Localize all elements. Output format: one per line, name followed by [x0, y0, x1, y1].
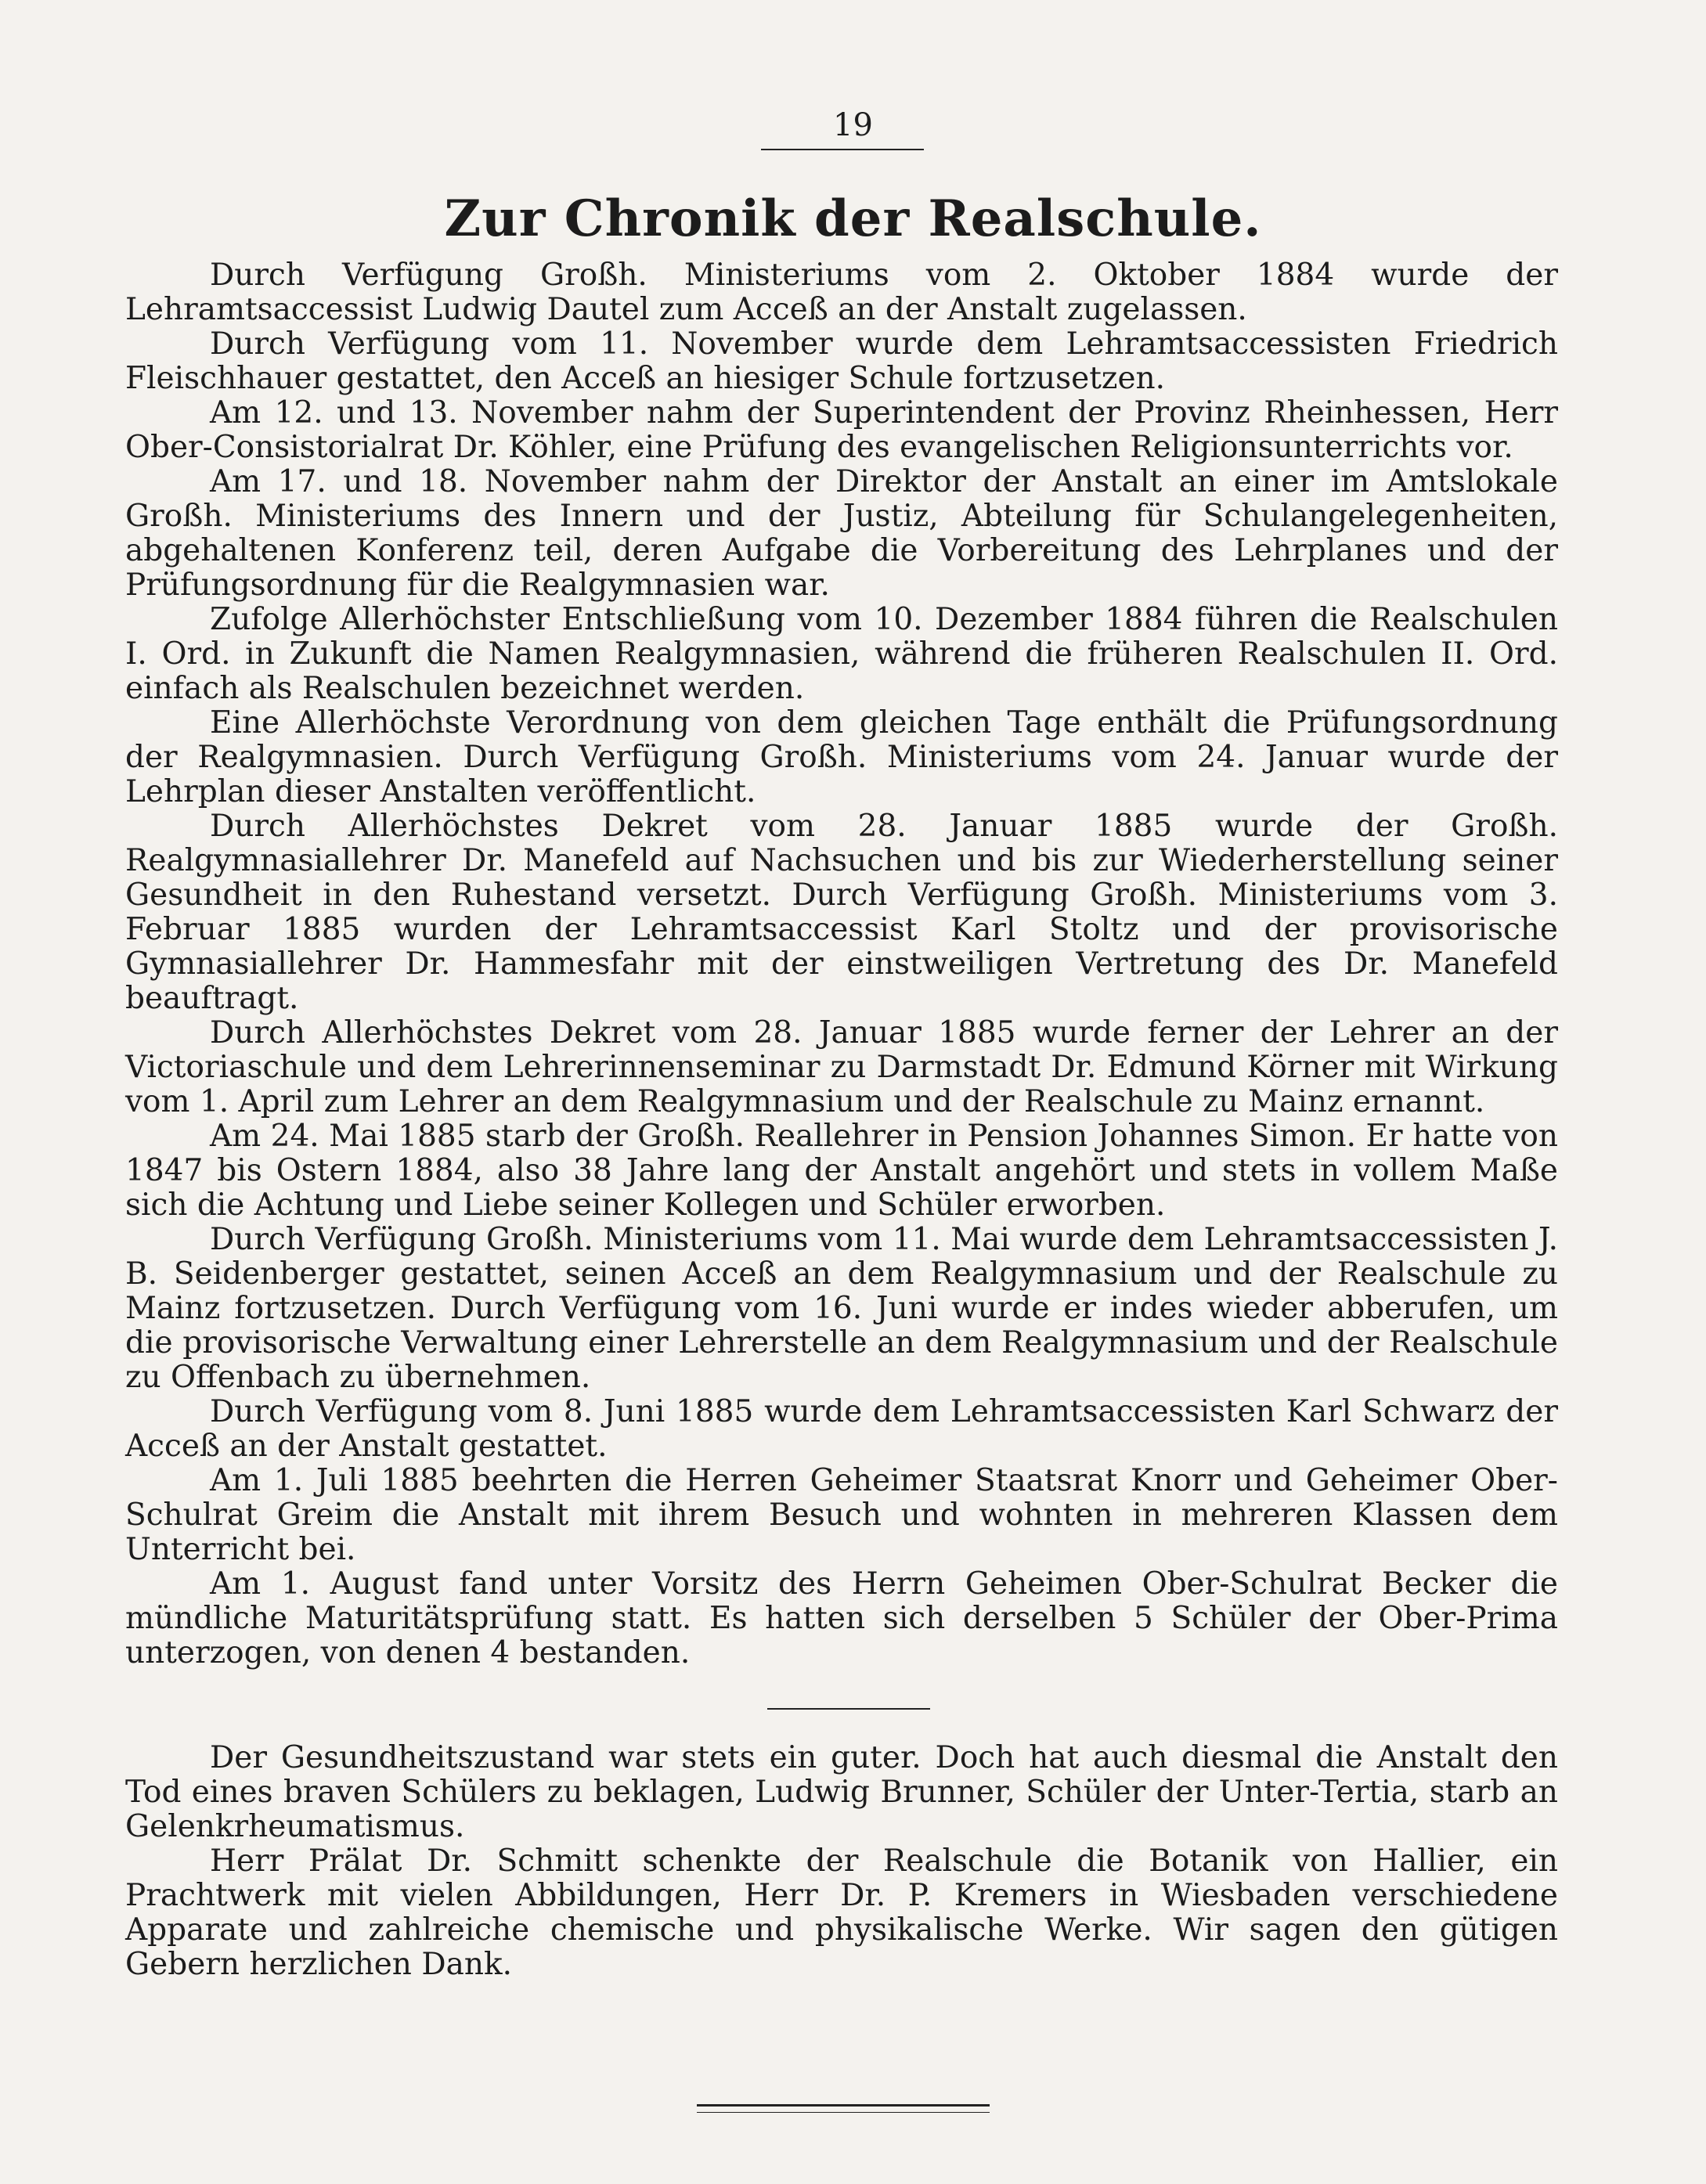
paragraph: Durch Verfügung Großh. Ministeriums vom 2. Oktober 1884 wurde der Lehramtsaccessist Ludwig Dautel zum Acceß an der Anstalt zugelassen. — [125, 258, 1558, 327]
document-body — [125, 258, 1558, 2113]
paragraph: Am 17. und 18. November nahm der Direktor der Anstalt an einer im Amtslokale Großh. Ministeriums des Innern und der Justiz, Abteilung für Schulangelegenheiten, abgehaltenen Konferenz teil, deren Aufgabe die Vorbereitung des Lehrplanes und der Prüfungsordnung für die Realgymnasien war. — [125, 464, 1558, 603]
page-title: Zur Chronik der Realschule. — [444, 189, 1262, 248]
paragraph: Durch Verfügung Großh. Ministeriums vom 11. Mai wurde dem Lehramtsaccessisten J. B. Seidenberger gestattet, seinen Acceß an dem Realgymnasium und der Realschule zu Mainz fortzusetzen. Durch Verfügung vom 16. Juni wurde er indes wieder abberufen, um die provisorische Verwaltung einer Lehrerstelle an dem Realgymnasium und der Realschule zu Offenbach zu übernehmen. — [125, 1222, 1558, 1395]
paragraph: Der Gesundheitszustand war stets ein guter. Doch hat auch diesmal die Anstalt den Tod eines braven Schülers zu beklagen, Ludwig Brunner, Schüler der Unter-Tertia, starb an Gelenkrheumatismus. — [125, 1740, 1558, 1844]
paragraph: Durch Allerhöchstes Dekret vom 28. Januar 1885 wurde der Großh. Realgymnasiallehrer Dr. Manefeld auf Nachsuchen und bis zur Wiederherstellung seiner Gesundheit in den Ruhestand versetzt. Durch Verfügung Großh. Ministeriums vom 3. Februar 1885 wurden der Lehramtsaccessist Karl Stoltz und der provisorische Gymnasiallehrer Dr. Hammesfahr mit der einstweiligen Vertretung des Dr. Manefeld beauftragt. — [125, 809, 1558, 1016]
paragraph: Eine Allerhöchste Verordnung von dem gleichen Tage enthält die Prüfungsordnung der Realgymnasien. Durch Verfügung Großh. Ministeriums vom 24. Januar wurde der Lehrplan dieser Anstalten veröffentlicht. — [125, 705, 1558, 809]
paragraph: Am 1. Juli 1885 beehrten die Herren Geheimer Staatsrat Knorr und Geheimer Ober-Schulrat Greim die Anstalt mit ihrem Besuch und wohnten in mehreren Klassen dem Unterricht bei. — [125, 1463, 1558, 1567]
paragraph: Durch Allerhöchstes Dekret vom 28. Januar 1885 wurde ferner der Lehrer an der Victoriaschule und dem Lehrerinnenseminar zu Darmstadt Dr. Edmund Körner mit Wirkung vom 1. April zum Lehrer an dem Realgymnasium und der Realschule zu Mainz ernannt. — [125, 1015, 1558, 1119]
paragraph: Am 24. Mai 1885 starb der Großh. Reallehrer in Pension Johannes Simon. Er hatte von 1847 bis Ostern 1884, also 38 Jahre lang der Anstalt angehört und stets in vollem Maße sich die Achtung und Liebe seiner Kollegen und Schüler erworben. — [125, 1119, 1558, 1223]
paragraph: Am 12. und 13. November nahm der Superintendent der Provinz Rheinhessen, Herr Ober-Consistorialrat Dr. Köhler, eine Prüfung des evangelischen Religionsunterrichts vor. — [125, 395, 1558, 465]
health-and-gifts-section — [125, 1741, 1558, 1982]
section-divider — [767, 1708, 930, 1710]
end-rule-thick — [697, 2104, 990, 2107]
end-rule-thin — [697, 2112, 990, 2113]
paragraph: Durch Verfügung vom 11. November wurde dem Lehramtsaccessisten Friedrich Fleischhauer gestattet, den Acceß an hiesiger Schule fortzusetzen. — [125, 326, 1558, 396]
header-rule — [761, 149, 924, 150]
paragraph: Zufolge Allerhöchster Entschließung vom 10. Dezember 1884 führen die Realschulen I. Ord. in Zukunft die Namen Realgymnasien, während die früheren Realschulen II. Ord. einfach als Realschulen bezeichnet werden. — [125, 602, 1558, 706]
page-number: 19 — [833, 107, 873, 143]
paragraph: Am 1. August fand unter Vorsitz des Herrn Geheimen Ober-Schulrat Becker die mündliche Maturitätsprüfung statt. Es hatten sich derselben 5 Schüler der Ober-Prima unterzogen, von denen 4 bestanden. — [125, 1566, 1558, 1670]
paragraph: Herr Prälat Dr. Schmitt schenkte der Realschule die Botanik von Hallier, ein Prachtwerk mit vielen Abbildungen, Herr Dr. P. Kremers in Wiesbaden verschiedene Apparate und zahlreiche chemische und physikalische Werke. Wir sagen den gütigen Gebern herzlichen Dank. — [125, 1843, 1558, 1982]
paragraph: Durch Verfügung vom 8. Juni 1885 wurde dem Lehramtsaccessisten Karl Schwarz der Acceß an der Anstalt gestattet. — [125, 1394, 1558, 1464]
chronicle-section — [125, 258, 1558, 1670]
